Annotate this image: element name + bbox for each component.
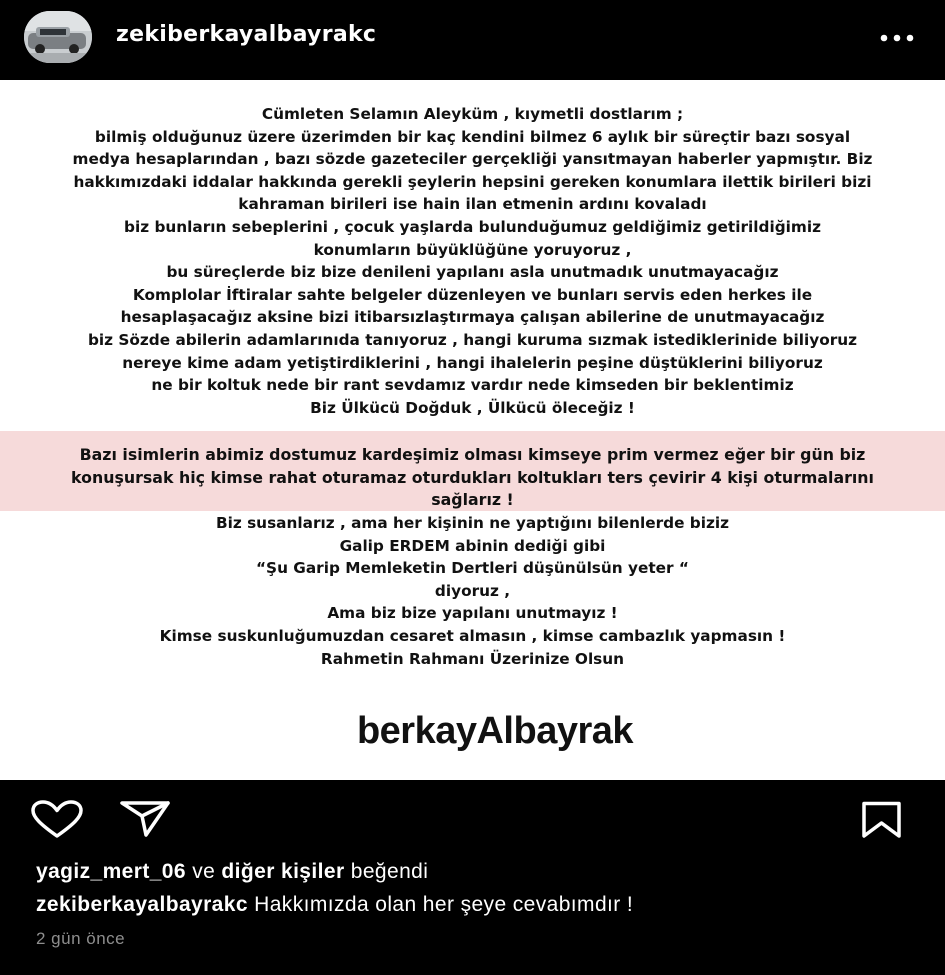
- car-photo-avatar-icon: [24, 11, 92, 63]
- likes-summary[interactable]: [36, 860, 428, 884]
- caption-text: Hakkımızda olan her şeye cevabımdır !: [247, 893, 634, 916]
- heart-icon: [30, 800, 84, 840]
- statement-line: Cümleten Selamın Aleyküm , kıymetli dostlarım ;: [261, 105, 684, 123]
- likes-suffix: beğendi: [344, 860, 429, 883]
- post-author-username[interactable]: zekiberkayalbayrakc: [116, 22, 377, 47]
- post-header: [0, 0, 945, 80]
- more-options-button[interactable]: [877, 23, 917, 53]
- statement-line: kahraman birileri ise hain ilan etmenin ardını kovaladı: [238, 195, 707, 214]
- other-likers-link[interactable]: diğer kişiler: [221, 860, 345, 883]
- avatar[interactable]: [24, 11, 92, 63]
- statement-line: Biz Ülkücü Doğduk , Ülkücü öleceğiz !: [310, 398, 635, 417]
- statement-line: Bazı isimlerin abimiz dostumuz kardeşimiz olması kimseye prim vermez eğer bir gün biz: [79, 445, 866, 464]
- post-timestamp: 2 gün önce: [36, 929, 126, 948]
- statement-paragraph-3: [0, 512, 945, 670]
- statement-line: bu süreçlerde biz bize denileni yapılanı asla unutmadık unutmayacağız: [166, 263, 779, 282]
- statement-line: Kimse suskunluğumuzdan cesaret almasın , kimse cambazlık yapmasın !: [159, 626, 786, 645]
- statement-highlight: [0, 444, 945, 512]
- statement-line: “Şu Garip Memleketin Dertleri düşünülsün yeter “: [256, 559, 689, 578]
- statement-line: bilmiş olduğunuz üzere üzerimden bir kaç kendini bilmez 6 aylık bir süreçtir bazı sosyal: [94, 127, 851, 146]
- statement-line: Ama biz bize yapılanı unutmayız !: [327, 604, 618, 623]
- statement-line: konumların büyüklüğüne yoruyoruz ,: [313, 240, 632, 259]
- statement-line: Rahmetin Rahmanı Üzerinize Olsun: [320, 649, 625, 668]
- statement-line: nereye kime adam yetiştirdiklerini , hangi ihalelerin peşine düştüklerini biliyoruz: [122, 353, 823, 372]
- statement-paragraph-1: [0, 103, 945, 419]
- statement-line: Biz susanlarız , ama her kişinin ne yaptığını bilenlerde biziz: [215, 514, 730, 532]
- statement-line: hakkımızdaki iddalar hakkında gerekli şeylerin hepsini gereken konumlara ilettik birileri bizi: [73, 172, 872, 191]
- statement-line: Galip ERDEM abinin dediği gibi: [339, 536, 606, 555]
- post-caption: [36, 893, 633, 917]
- statement-line: Komplolar İftiralar sahte belgeler düzenleyen ve bunları servis eden herkes ile: [132, 285, 813, 304]
- caption-username[interactable]: zekiberkayalbayrakc: [36, 893, 248, 916]
- statement-line: biz bunların sebeplerini , çocuk yaşlarda bulunduğumuz geldiğimiz getirildiğimiz: [124, 217, 821, 236]
- statement-line: medya hesaplarından , bazı sözde gazeteciler gerçekliği yansıtmayan haberler yapmıştır. Biz: [72, 150, 873, 169]
- bookmark-icon: [859, 801, 905, 839]
- more-horizontal-icon: [877, 23, 917, 53]
- signature: berkayAlbayrak: [356, 710, 634, 752]
- liker-username[interactable]: yagiz_mert_06: [36, 860, 186, 883]
- statement-line: diyoruz ,: [434, 581, 511, 600]
- statement-line: hesaplaşacağız aksine bizi itibarsızlaştırmaya çalışan abilerine de unutmayacağız: [120, 308, 825, 327]
- statement-line: konuşursak hiç kimse rahat oturamaz oturdukları koltukları ters çevirir 4 kişi oturmalarını: [71, 467, 874, 487]
- share-button[interactable]: [119, 800, 171, 842]
- statement-line: biz Sözde abilerin adamlarınıda tanıyoruz , hangi kuruma sızmak istediklerinide biliyoruz: [87, 330, 858, 349]
- statement-line: ne bir koltuk nede bir rant sevdamız vardır nede kimseden bir beklentimiz: [151, 376, 794, 395]
- likes-connector: ve: [185, 860, 222, 883]
- post-image[interactable]: [0, 80, 945, 780]
- save-button[interactable]: [859, 801, 905, 843]
- send-icon: [119, 800, 171, 838]
- statement-line: sağlarız !: [431, 490, 514, 510]
- like-button[interactable]: [30, 800, 84, 844]
